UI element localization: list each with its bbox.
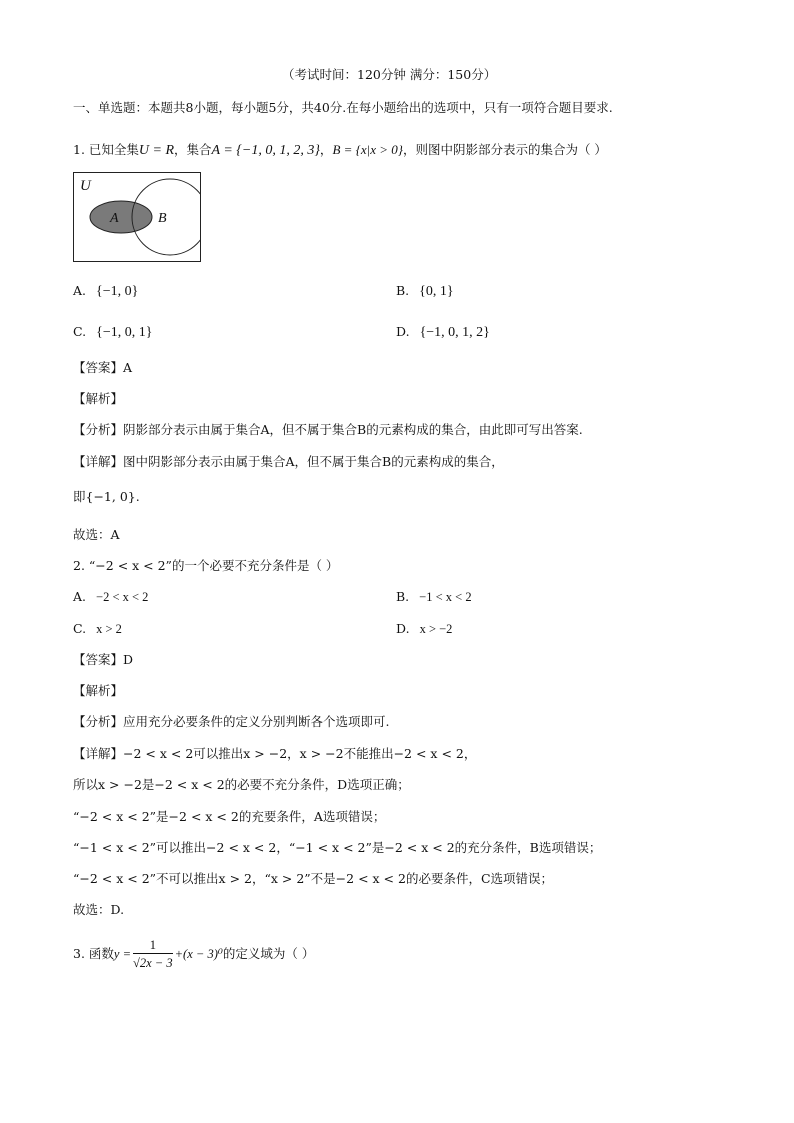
q1-option-d (396, 323, 490, 342)
option-label: A. (73, 283, 87, 298)
xiangjie-tag: 【详解】 (73, 746, 124, 761)
venn-svg (74, 173, 200, 261)
option-text: {−1, 0, 1, 2} (419, 325, 490, 340)
q1-mid1: ，集合 (174, 142, 212, 157)
option-text: x > −2 (419, 622, 453, 636)
q2-option-a (73, 588, 148, 606)
q1-universal-set: U = R (138, 143, 175, 158)
q1-guxuan: 故选：A (73, 527, 120, 542)
option-text: −2 < x < 2 (96, 590, 149, 604)
venn-label-A: A (110, 211, 119, 226)
q3-prefix: 3. 函数 (73, 946, 114, 961)
q1-suffix: ，则图中阴影部分表示的集合为（ ） (402, 142, 607, 157)
fenxi-text: 阴影部分表示由属于集合A，但不属于集合B的元素构成的集合，由此即可写出答案. (123, 422, 583, 437)
q1-answer (73, 359, 132, 377)
option-text: {0, 1} (419, 284, 454, 299)
fenxi-tag: 【分析】 (73, 422, 124, 437)
option-text: {−1, 0, 1} (96, 325, 153, 340)
option-text: {−1, 0} (96, 284, 139, 299)
answer-tag: 【答案】 (73, 360, 124, 375)
q2-line-4: “−1 < x < 2”可以推出−2 < x < 2，“−1 < x < 2”是−2 < x < 2的充分条件，B选项错误； (73, 840, 602, 855)
venn-diagram (73, 172, 201, 262)
q1-set-B: B = {x|x > 0} (332, 142, 403, 157)
q2-fenxi (73, 713, 390, 731)
answer-tag: 【答案】 (73, 652, 124, 667)
q1-set-A: A = {−1, 0, 1, 2, 3} (211, 143, 320, 158)
q1-analysis-tag: 【解析】 (73, 391, 124, 406)
option-text: −1 < x < 2 (419, 590, 472, 604)
q3-denominator: √2x − 3 (133, 956, 173, 970)
question-1-stem (73, 141, 607, 160)
q3-y-eq: y = (113, 947, 132, 961)
venn-label-B: B (158, 211, 167, 226)
fenxi-tag: 【分析】 (73, 714, 124, 729)
fenxi-text: 应用充分必要条件的定义分别判断各个选项即可. (123, 714, 390, 729)
option-label: C. (73, 324, 87, 339)
option-text: x > 2 (96, 622, 122, 636)
venn-label-U: U (80, 178, 91, 194)
xiangjie-text: −2 < x < 2可以推出x > −2，x > −2不能推出−2 < x < 2， (123, 746, 477, 761)
xiangjie-text: 图中阴影部分表示由属于集合A，但不属于集合B的元素构成的集合， (123, 454, 504, 469)
q1-ji: 即{−1, 0}. (73, 489, 140, 504)
q2-option-d (396, 620, 452, 638)
option-label: B. (396, 589, 410, 604)
q1-option-a (73, 282, 138, 301)
q3-plus-term: +(x − 3)⁰ (174, 947, 223, 961)
q2-guxuan: 故选：D. (73, 902, 125, 917)
q1-fenxi (73, 421, 583, 439)
q2-line-2: 所以x > −2是−2 < x < 2的必要不充分条件，D选项正确； (73, 777, 410, 792)
q1-xiangjie (73, 453, 504, 471)
q1-option-b (396, 282, 454, 301)
q3-numerator: 1 (133, 937, 173, 954)
q2-option-c (73, 620, 122, 638)
section-title: 一、单选题：本题共8小题，每小题5分，共40分.在每小题给出的选项中，只有一项符合题目要求. (73, 100, 613, 115)
option-label: D. (396, 324, 410, 339)
q1-mid2: ， (319, 142, 333, 157)
q1-prefix: 1. 已知全集 (73, 142, 139, 157)
answer-value: A (123, 360, 133, 375)
question-3-stem (73, 936, 314, 972)
q2-answer (73, 651, 133, 669)
q2-xiangjie (73, 745, 476, 763)
exam-info: （考试时间：120分钟 满分：150分） (282, 67, 497, 82)
answer-value: D (123, 652, 134, 667)
q2-line-5: “−2 < x < 2”不可以推出x > 2，“x > 2”不是−2 < x < 2的必要条件，C选项错误； (73, 871, 554, 886)
option-label: A. (73, 589, 87, 604)
question-2-stem: 2. “−2 < x < 2”的一个必要不充分条件是（ ） (73, 558, 339, 573)
q3-fraction (133, 937, 173, 972)
q1-option-c (73, 323, 152, 342)
q3-suffix: 的定义域为（ ） (222, 946, 315, 961)
q2-analysis-tag: 【解析】 (73, 683, 124, 698)
q2-line-3: “−2 < x < 2”是−2 < x < 2的充要条件，A选项错误； (73, 809, 386, 824)
xiangjie-tag: 【详解】 (73, 454, 124, 469)
option-label: B. (396, 283, 410, 298)
option-label: D. (396, 621, 410, 636)
option-label: C. (73, 621, 87, 636)
q2-option-b (396, 588, 472, 606)
